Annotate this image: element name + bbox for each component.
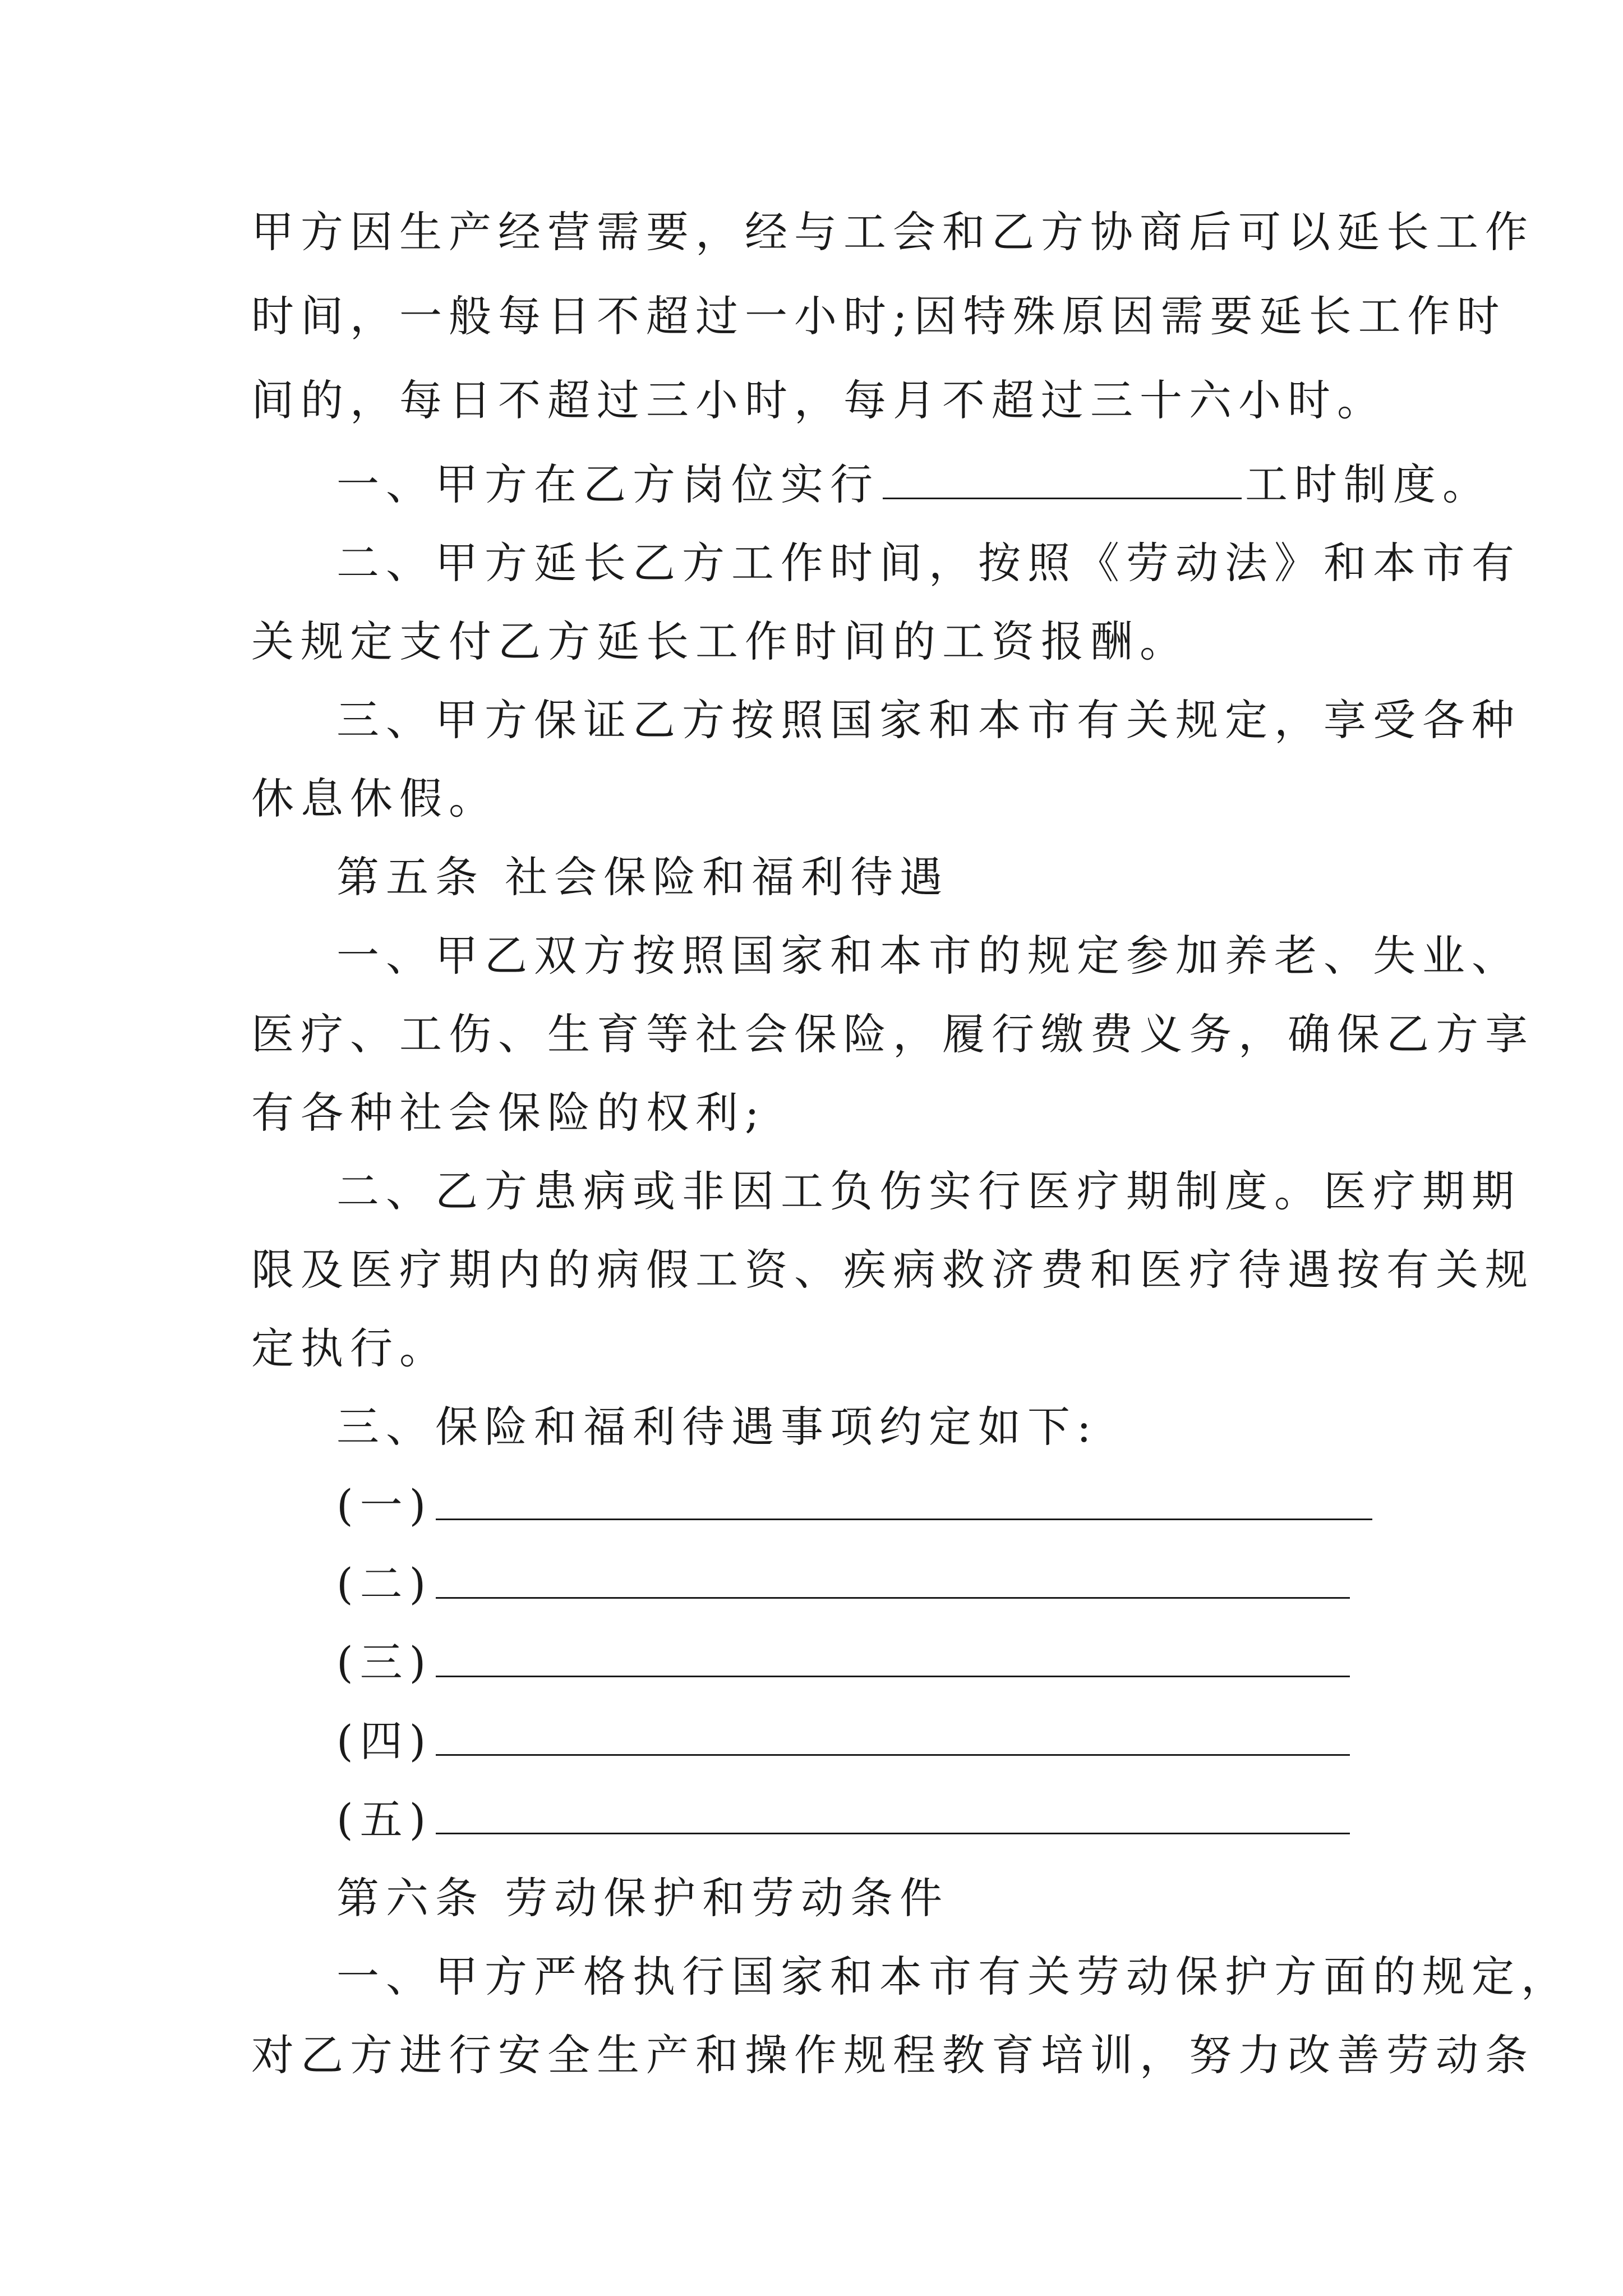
paragraph-line: 间的，每日不超过三小时，每月不超过三十六小时。 <box>251 375 1386 425</box>
work-hours-prefix: 一、甲方在乙方岗位实行 <box>336 459 879 509</box>
rest-leave-line: 三、甲方保证乙方按照国家和本市有关规定，享受各种 <box>336 695 1521 745</box>
article6-title: 第六条 劳动保护和劳动条件 <box>336 1873 949 1923</box>
blank-item-label: (三) <box>336 1637 433 1687</box>
blank-item-row <box>336 1637 1350 1688</box>
work-hours-suffix: 工时制度。 <box>1245 459 1492 509</box>
overtime-pay-line: 二、甲方延长乙方工作时间，按照《劳动法》和本市有 <box>336 538 1521 588</box>
work-hours-blank[interactable] <box>883 464 1242 499</box>
blank-item-field[interactable] <box>436 1799 1350 1834</box>
article5-item1-line: 有各种社会保险的权利; <box>251 1088 766 1138</box>
blank-item-row <box>336 1794 1350 1846</box>
paragraph-line: 甲方因生产经营需要，经与工会和乙方协商后可以延长工作 <box>251 207 1534 257</box>
article5-item1-line: 一、甲乙双方按照国家和本市的规定参加养老、失业、 <box>336 931 1521 981</box>
blank-item-label: (五) <box>336 1795 433 1844</box>
article6-item1-line: 一、甲方严格执行国家和本市有关劳动保护方面的规定， <box>336 1952 1570 2001</box>
blank-item-row <box>336 1715 1350 1767</box>
blank-item-row <box>336 1558 1350 1610</box>
blank-item-field[interactable] <box>436 1642 1350 1677</box>
article5-item1-line: 医疗、工伤、生育等社会保险，履行缴费义务，确保乙方享 <box>251 1009 1534 1059</box>
overtime-pay-line: 关规定支付乙方延长工作时间的工资报酬。 <box>251 616 1189 666</box>
article5-item2-line: 定执行。 <box>251 1323 449 1373</box>
rest-leave-line: 休息休假。 <box>251 774 498 823</box>
blank-item-row <box>336 1480 1372 1531</box>
blank-item-field[interactable] <box>436 1720 1350 1756</box>
work-hours-clause <box>336 459 1492 510</box>
article6-item1-line: 对乙方进行安全生产和操作规程教育培训，努力改善劳动条 <box>251 2030 1534 2080</box>
blank-item-field[interactable] <box>436 1563 1350 1599</box>
blank-item-label: (四) <box>336 1716 433 1766</box>
article5-title: 第五条 社会保险和福利待遇 <box>336 852 949 902</box>
blank-item-field[interactable] <box>436 1485 1372 1520</box>
blank-item-label: (一) <box>336 1480 433 1530</box>
paragraph-line: 时间，一般每日不超过一小时;因特殊原因需要延长工作时 <box>251 291 1506 341</box>
blank-item-label: (二) <box>336 1559 433 1609</box>
article5-item2-line: 二、乙方患病或非因工负伤实行医疗期制度。医疗期期 <box>336 1166 1521 1216</box>
article5-item3: 三、保险和福利待遇事项约定如下: <box>336 1402 1098 1452</box>
article5-item2-line: 限及医疗期内的病假工资、疾病救济费和医疗待遇按有关规 <box>251 1245 1534 1295</box>
